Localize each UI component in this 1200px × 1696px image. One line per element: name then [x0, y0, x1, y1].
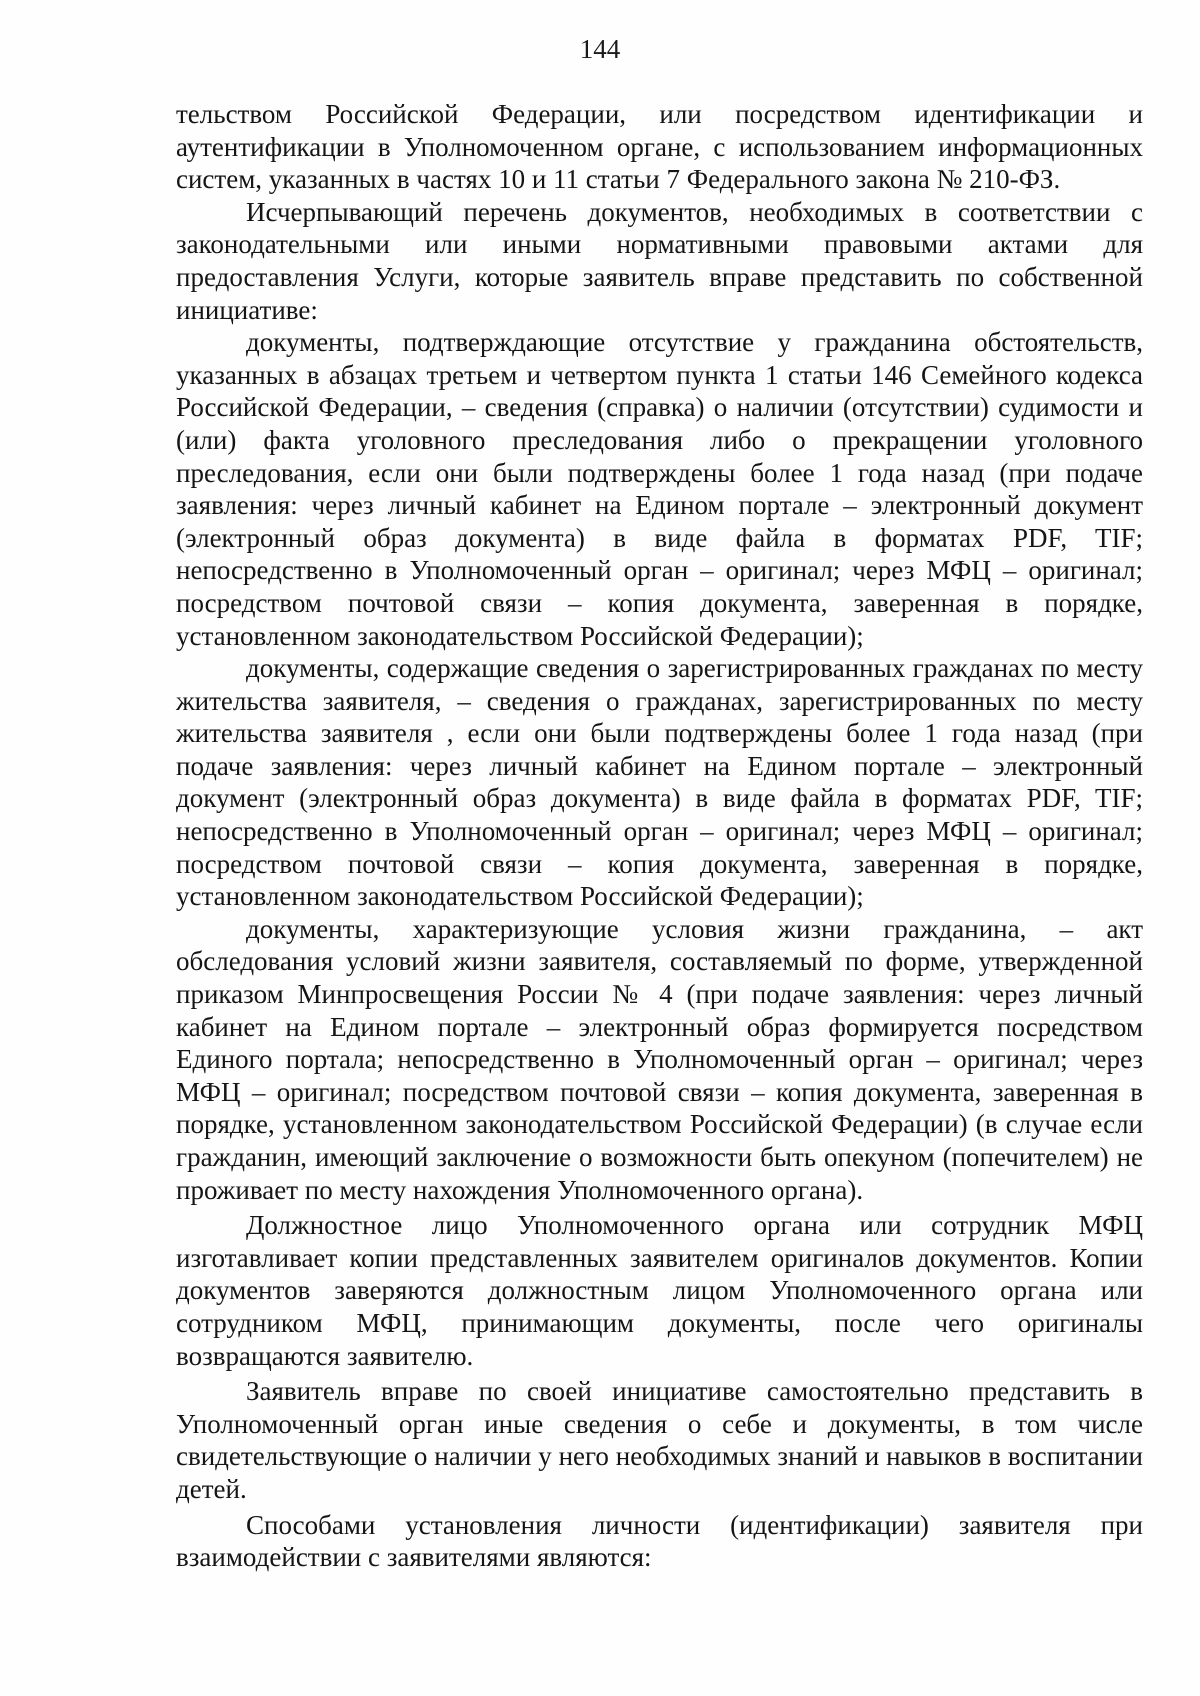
paragraph-identification-methods: Способами установления личности (идентификации) заявителя при взаимодействии с заявителями являются: [176, 1509, 1143, 1573]
document-body [176, 98, 1143, 1574]
paragraph-criminal-record-docs: документы, подтверждающие отсутствие у гражданина обстоятельств, указанных в абзацах третьем и четвертом пункта 1 статьи 146 Семейного кодекса Российской Федерации, – сведения (справка) о наличии (отсутствии) судимости и (или) факта уголовного преследования либо о прекращении уголовного преследования, если они были подтверждены более 1 года назад (при подаче заявления: через личный кабинет на Едином портале – электронный документ (электронный образ документа) в виде файла в форматах PDF, TIF; непосредственно в Уполномоченный орган – оригинал; через МФЦ – оригинал; посредством почтовой связи – копия документа, заверенная в порядке, установленном законодательством Российской Федерации); [176, 327, 1143, 651]
page-number: 144 [579, 34, 621, 64]
paragraph-copies-certification: Должностное лицо Уполномоченного органа или сотрудник МФЦ изготавливает копии представленных заявителем оригиналов документов. Копии документов заверяются должностным лицом Уполномоченного органа или сотрудником МФЦ, принимающим документы, после чего оригиналы возвращаются заявителю. [176, 1210, 1143, 1371]
paragraph-continuation: тельством Российской Федерации, или посредством идентификации и аутентификации в Уполномоченном органе, с использованием информационных систем, указанных в частях 10 и 11 статьи 7 Федерального закона № 210-ФЗ. [176, 99, 1143, 195]
paragraph-additional-information: Заявитель вправе по своей инициативе самостоятельно представить в Уполномоченный орган иные сведения о себе и документы, в том числе свидетельствующие о наличии у него необходимых знаний и навыков в воспитании детей. [176, 1376, 1143, 1504]
paragraph-registered-citizens-docs: документы, содержащие сведения о зарегистрированных гражданах по месту жительства заявителя, – сведения о гражданах, зарегистрированных по месту жительства заявителя , если они были подтверждены более 1 года назад (при подаче заявления: через личный кабинет на Едином портале – электронный документ (электронный образ документа) в виде файла в форматах PDF, TIF; непосредственно в Уполномоченный орган – оригинал; через МФЦ – оригинал; посредством почтовой связи – копия документа, заверенная в порядке, установленном законодательством Российской Федерации); [176, 653, 1143, 912]
paragraph-documents-list-intro: Исчерпывающий перечень документов, необходимых в соответствии с законодательными или иными нормативными правовыми актами для предоставления Услуги, которые заявитель вправе представить по собственной инициативе: [176, 196, 1143, 325]
paragraph-living-conditions-docs: документы, характеризующие условия жизни гражданина, – акт обследования условий жизни заявителя, составляемый по форме, утвержденной приказом Минпросвещения России № 4 (при подаче заявления: через личный кабинет на Едином портале – электронный образ формируется посредством Единого портала; непосредственно в Уполномоченный орган – оригинал; через МФЦ – оригинал; посредством почтовой связи – копия документа, заверенная в порядке, установленном законодательством Российской Федерации) (в случае если гражданин, имеющий заключение о возможности быть опекуном (попечителем) не проживает по месту нахождения Уполномоченного органа). [176, 913, 1143, 1205]
